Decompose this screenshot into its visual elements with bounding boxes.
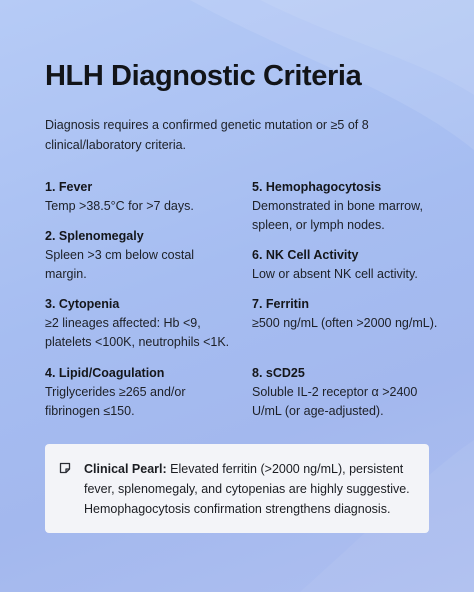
criterion-name: 2. Splenomegaly (45, 229, 144, 243)
criterion-desc: ≥2 lineages affected: Hb <9, platelets <100K, neutrophils <1K. (45, 316, 230, 349)
criterion-desc: Triglycerides ≥265 and/or fibrinogen ≤150. (45, 385, 186, 418)
note-icon (59, 462, 71, 474)
criterion-fever (45, 178, 235, 216)
clinical-pearl-card (45, 444, 429, 533)
criterion-name: 5. Hemophagocytosis (252, 180, 382, 194)
criterion-name: 6. NK Cell Activity (252, 248, 359, 262)
criterion-name: 4. Lipid/Coagulation (45, 366, 165, 380)
intro-text: Diagnosis requires a confirmed genetic mutation or ≥5 of 8 clinical/laboratory criteria. (45, 118, 369, 152)
criterion-ferritin (252, 295, 442, 333)
criterion-hemophagocytosis (252, 178, 442, 235)
pearl-text: Elevated ferritin (>2000 ng/mL), persistent fever, splenomegaly, and cytopenias are highly suggestive. Hemophagocytosis confirmation strengthens diagnosis. (84, 462, 410, 516)
criterion-name: 7. Ferritin (252, 297, 309, 311)
criterion-desc: Demonstrated in bone marrow, spleen, or lymph nodes. (252, 199, 423, 232)
criterion-nk-cell-activity (252, 246, 442, 284)
criterion-name: 8. sCD25 (252, 366, 305, 380)
criterion-scd25 (252, 364, 442, 421)
criterion-cytopenia (45, 295, 235, 352)
criterion-desc: ≥500 ng/mL (often >2000 ng/mL). (252, 316, 438, 330)
criterion-splenomegaly (45, 227, 235, 284)
criterion-desc: Spleen >3 cm below costal margin. (45, 248, 195, 281)
criterion-desc: Temp >38.5°C for >7 days. (45, 199, 194, 213)
pearl-label: Clinical Pearl: (84, 462, 171, 476)
criterion-name: 1. Fever (45, 180, 93, 194)
page-title: HLH Diagnostic Criteria (45, 60, 362, 92)
criterion-name: 3. Cytopenia (45, 297, 120, 311)
criterion-desc: Low or absent NK cell activity. (252, 267, 418, 281)
criterion-desc: Soluble IL-2 receptor α >2400 U/mL (or age-adjusted). (252, 385, 418, 418)
criterion-lipid-coagulation (45, 364, 235, 421)
